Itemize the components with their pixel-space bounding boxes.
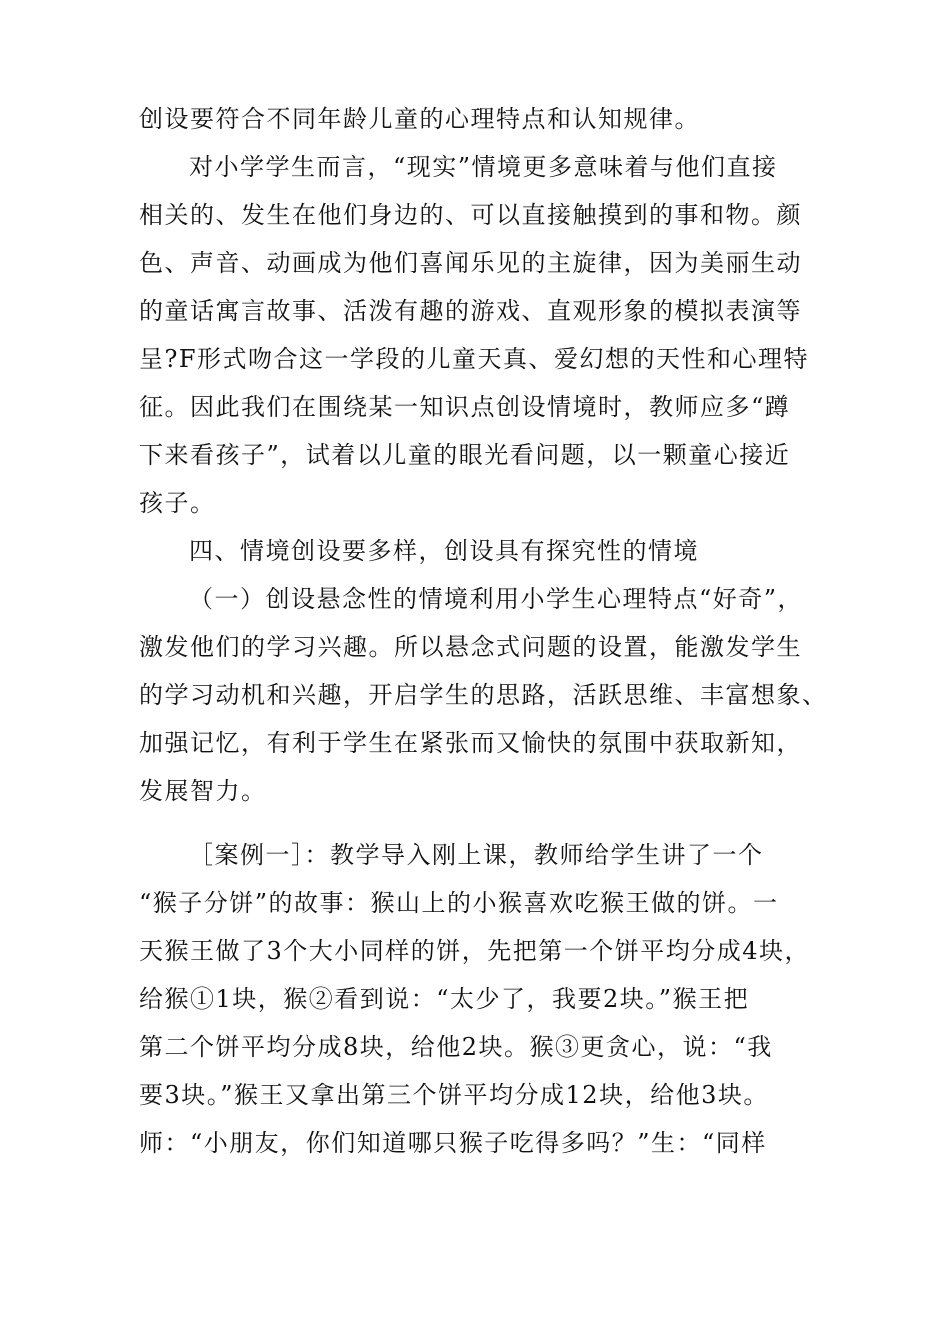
text-line-19: 给猴①1块，猴②看到说：“太少了，我要2块。”猴王把 [139, 985, 750, 1013]
text-line-6: 呈?F形式吻合这一学段的儿童天真、爱幻想的天性和心理特 [139, 345, 810, 373]
text-line-13: 的学习动机和兴趣，开启学生的思路，活跃思维、丰富想象、 [139, 681, 828, 709]
text-line-17: “猴子分饼”的故事：猴山上的小猴喜欢吃猴王做的饼。一 [139, 889, 779, 917]
text-line-15: 发展智力。 [139, 777, 267, 805]
text-line-12: 激发他们的学习兴趣。所以悬念式问题的设置，能激发学生 [139, 633, 802, 661]
text-line-11: （一）创设悬念性的情境利用小学生心理特点“好奇”， [189, 585, 804, 613]
text-line-21: 要3块。”猴王又拿出第三个饼平均分成12块，给他3块。 [139, 1081, 769, 1109]
text-line-20: 第二个饼平均分成8块，给他2块。猴③更贪心，说：“我 [139, 1033, 773, 1061]
text-line-8: 下来看孩子”，试着以儿童的眼光看问题，以一颗童心接近 [139, 441, 791, 469]
text-line-3: 相关的、发生在他们身边的、可以直接触摸到的事和物。颜 [139, 201, 802, 229]
text-line-4: 色、声音、动画成为他们喜闻乐见的主旋律，因为美丽生动 [139, 249, 802, 277]
text-line-5: 的童话寓言故事、活泼有趣的游戏、直观形象的模拟表演等 [139, 297, 802, 325]
text-line-14: 加强记忆，有利于学生在紧张而又愉快的氛围中获取新知， [139, 729, 802, 757]
text-line-16: ［案例一］：教学导入刚上课，教师给学生讲了一个 [189, 841, 764, 869]
text-line-1: 创设要符合不同年龄儿童的心理特点和认知规律。 [139, 105, 700, 133]
text-line-22: 师：“小朋友，你们知道哪只猴子吃得多吗？”生：“同样 [139, 1129, 767, 1157]
text-line-7: 征。因此我们在围绕某一知识点创设情境时，教师应多“蹲 [139, 393, 791, 421]
text-line-2: 对小学学生而言，“现实”情境更多意味着与他们直接 [189, 153, 778, 181]
text-line-9: 孩子。 [139, 489, 216, 517]
section-heading: 四、情境创设要多样，创设具有探究性的情境 [189, 537, 699, 565]
text-line-18: 天猴王做了3个大小同样的饼，先把第一个饼平均分成4块， [139, 937, 811, 965]
